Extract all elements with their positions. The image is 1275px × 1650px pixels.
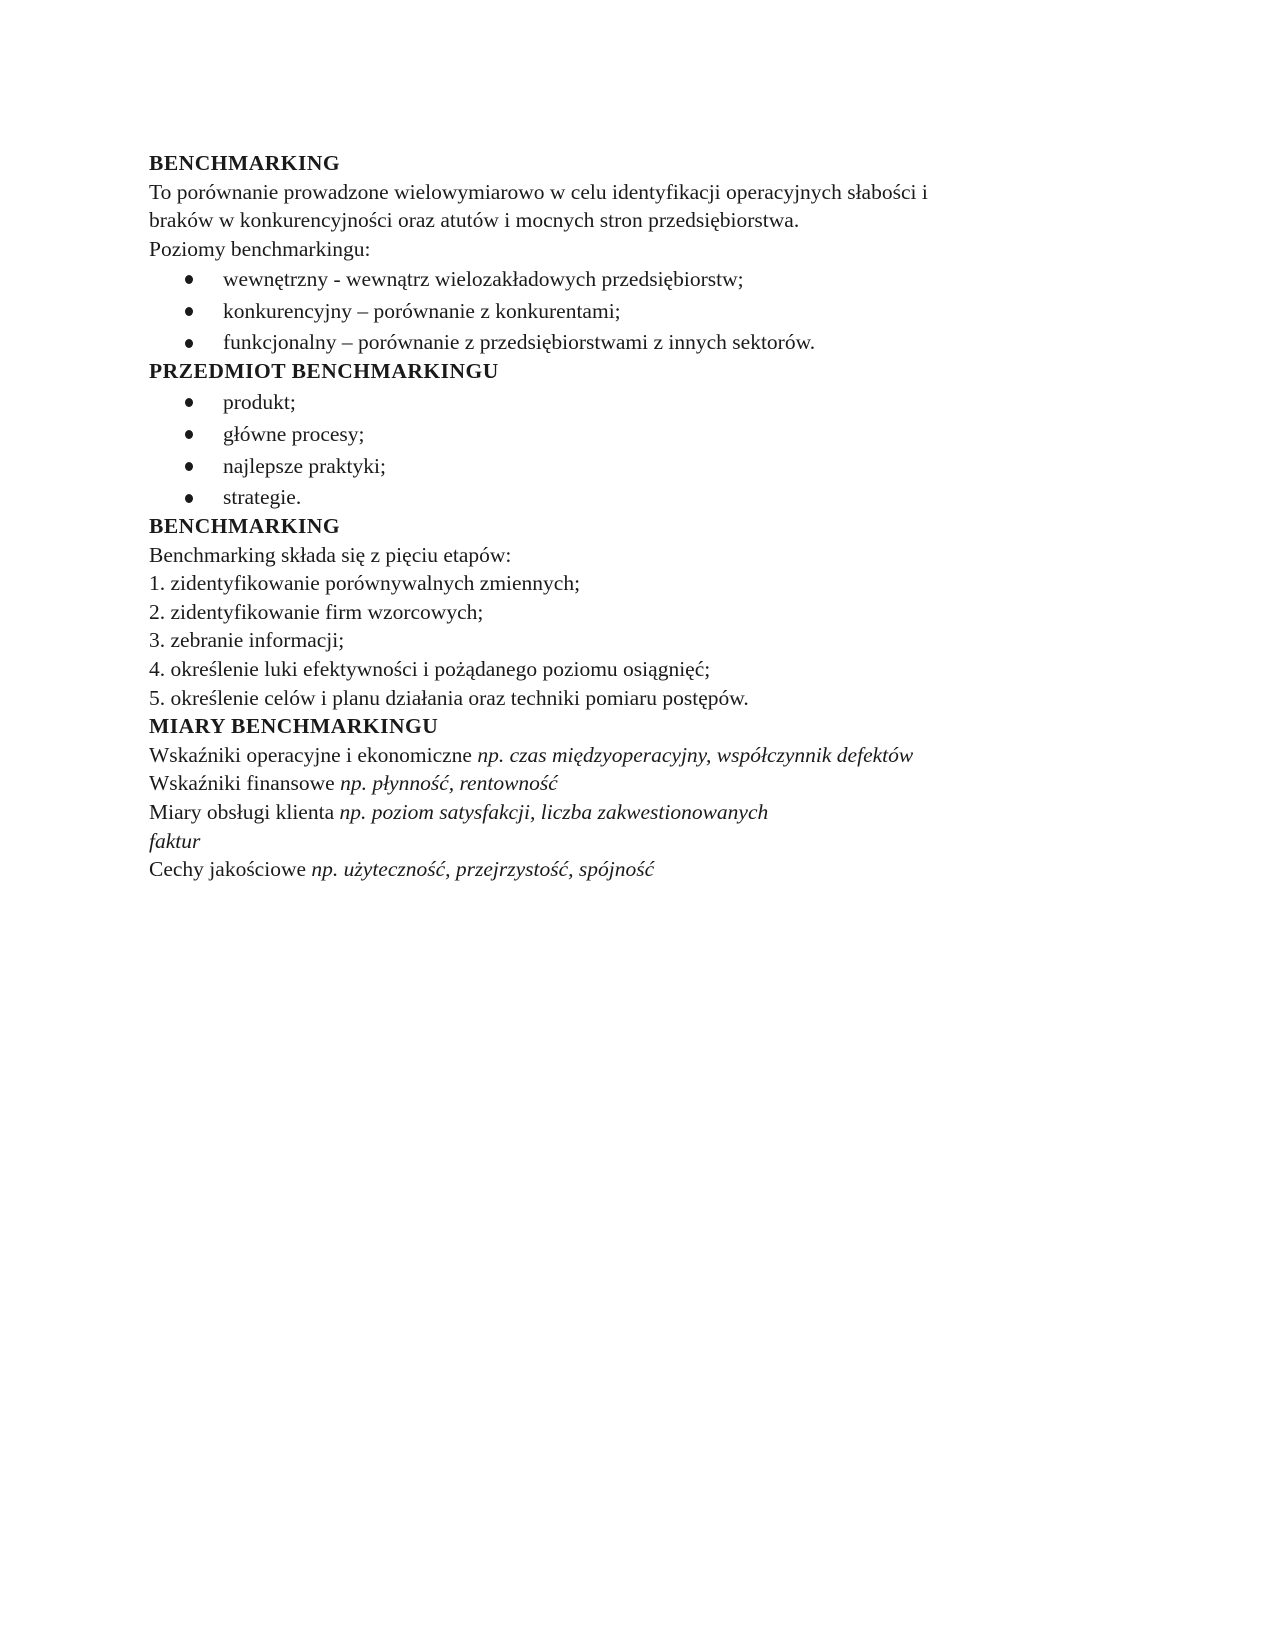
measure-item: Wskaźniki operacyjne i ekonomiczne np. czas międzyoperacyjny, współczynnik defektów bbox=[149, 742, 914, 767]
list-item: główne procesy; bbox=[149, 418, 1149, 450]
bullet-icon bbox=[185, 307, 193, 316]
section-heading-benchmarking-stages: BENCHMARKING bbox=[149, 513, 341, 538]
stage-item: 1. zidentyfikowanie porównywalnych zmiennych; bbox=[149, 571, 581, 596]
document-page bbox=[149, 149, 1149, 884]
stage-item: 5. określenie celów i planu działania oraz techniki pomiaru postępów. bbox=[149, 685, 749, 710]
section-heading-miary: MIARY BENCHMARKINGU bbox=[149, 714, 439, 739]
list-item: funkcjonalny – porównanie z przedsiębiorstwami z innych sektorów. bbox=[149, 327, 1149, 357]
list-item: strategie. bbox=[149, 482, 1149, 512]
list-item: najlepsze praktyki; bbox=[149, 450, 1149, 482]
stage-item: 3. zebranie informacji; bbox=[149, 628, 345, 653]
bullet-icon bbox=[185, 462, 193, 471]
bullet-icon bbox=[185, 275, 193, 284]
measure-item: Miary obsługi klienta np. poziom satysfakcji, liczba zakwestionowanych bbox=[149, 799, 769, 824]
definition-line-1: To porównanie prowadzone wielowymiarowo w celu identyfikacji operacyjnych słabości i bbox=[149, 179, 928, 204]
list-item: wewnętrzny - wewnątrz wielozakładowych przedsiębiorstw; bbox=[149, 263, 1149, 295]
definition-line-2: braków w konkurencyjności oraz atutów i mocnych stron przedsiębiorstwa. bbox=[149, 208, 800, 233]
bullet-icon bbox=[185, 430, 193, 439]
bullet-icon bbox=[185, 398, 193, 407]
section-heading-benchmarking: BENCHMARKING bbox=[149, 151, 341, 175]
levels-label: Poziomy benchmarkingu: bbox=[149, 236, 371, 261]
stage-item: 4. określenie luki efektywności i pożądanego poziomu osiągnięć; bbox=[149, 656, 711, 681]
list-item: konkurencyjny – porównanie z konkurentami; bbox=[149, 295, 1149, 327]
stage-item: 2. zidentyfikowanie firm wzorcowych; bbox=[149, 599, 484, 624]
section-heading-przedmiot: PRZEDMIOT BENCHMARKINGU bbox=[149, 359, 499, 384]
stages-intro: Benchmarking składa się z pięciu etapów: bbox=[149, 542, 512, 567]
measure-item-continuation: faktur bbox=[149, 828, 201, 853]
list-item: produkt; bbox=[149, 386, 1149, 418]
subject-list bbox=[149, 386, 1149, 512]
measure-item: Wskaźniki finansowe np. płynność, rentowność bbox=[149, 771, 558, 796]
bullet-icon bbox=[185, 494, 193, 503]
levels-list bbox=[149, 263, 1149, 357]
bullet-icon bbox=[185, 339, 193, 348]
measure-item: Cechy jakościowe np. użyteczność, przejrzystość, spójność bbox=[149, 857, 655, 882]
